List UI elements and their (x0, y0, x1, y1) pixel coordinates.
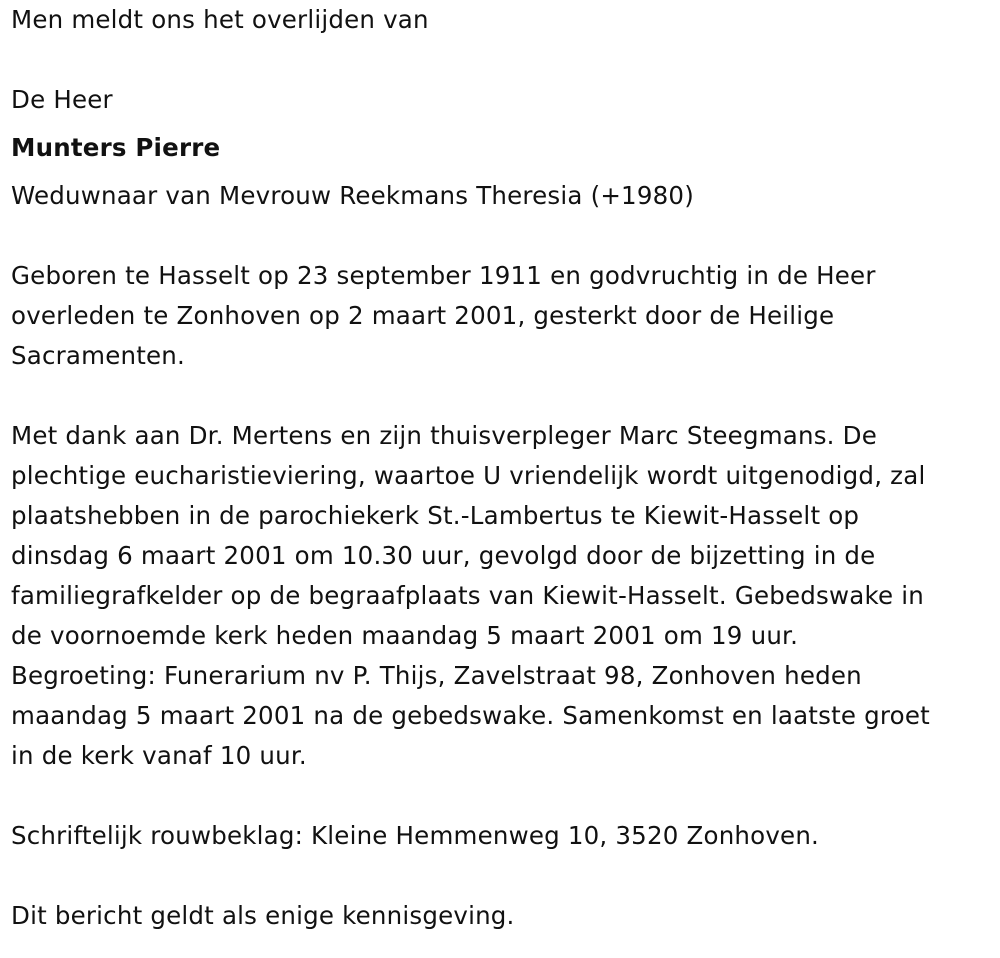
spacer (11, 216, 996, 256)
spacer (11, 376, 996, 416)
birth-line: Geboren te Hasselt op 23 september 1911 en godvruchtig in de Heer (11, 261, 876, 290)
service-line: dinsdag 6 maart 2001 om 10.30 uur, gevolgd door de bijzetting in de (11, 541, 876, 570)
service-line: Met dank aan Dr. Mertens en zijn thuisverpleger Marc Steegmans. De (11, 421, 877, 450)
birth-line: overleden te Zonhoven op 2 maart 2001, gesterkt door de Heilige (11, 301, 835, 330)
birth-line: Sacramenten. (11, 341, 185, 370)
spacer (11, 856, 996, 896)
service-line: de voornoemde kerk heden maandag 5 maart 2001 om 19 uur. (11, 621, 799, 650)
service-line: plaatshebben in de parochiekerk St.-Lambertus te Kiewit-Hasselt op (11, 501, 860, 530)
salutation: De Heer (11, 85, 113, 114)
service-line: in de kerk vanaf 10 uur. (11, 741, 307, 770)
spacer (11, 776, 996, 816)
condolence-address: Schriftelijk rouwbeklag: Kleine Hemmenweg 10, 3520 Zonhoven. (11, 821, 820, 850)
death-notice (11, 0, 996, 936)
deceased-name: Munters Pierre (11, 133, 221, 162)
service-line: familiegrafkelder op de begraafplaats van Kiewit-Hasselt. Gebedswake in (11, 581, 924, 610)
birth-paragraph (11, 256, 996, 376)
service-paragraph (11, 416, 996, 776)
service-line: maandag 5 maart 2001 na de gebedswake. Samenkomst en laatste groet (11, 701, 930, 730)
service-line: plechtige eucharistieviering, waartoe U vriendelijk wordt uitgenodigd, zal (11, 461, 926, 490)
intro-text: Men meldt ons het overlijden van (11, 5, 429, 34)
spacer (11, 120, 996, 128)
closing-text: Dit bericht geldt als enige kennisgeving. (11, 901, 515, 930)
spacer (11, 40, 996, 80)
spacer (11, 168, 996, 176)
spouse-line: Weduwnaar van Mevrouw Reekmans Theresia (+1980) (11, 181, 694, 210)
service-line: Begroeting: Funerarium nv P. Thijs, Zavelstraat 98, Zonhoven heden (11, 661, 862, 690)
